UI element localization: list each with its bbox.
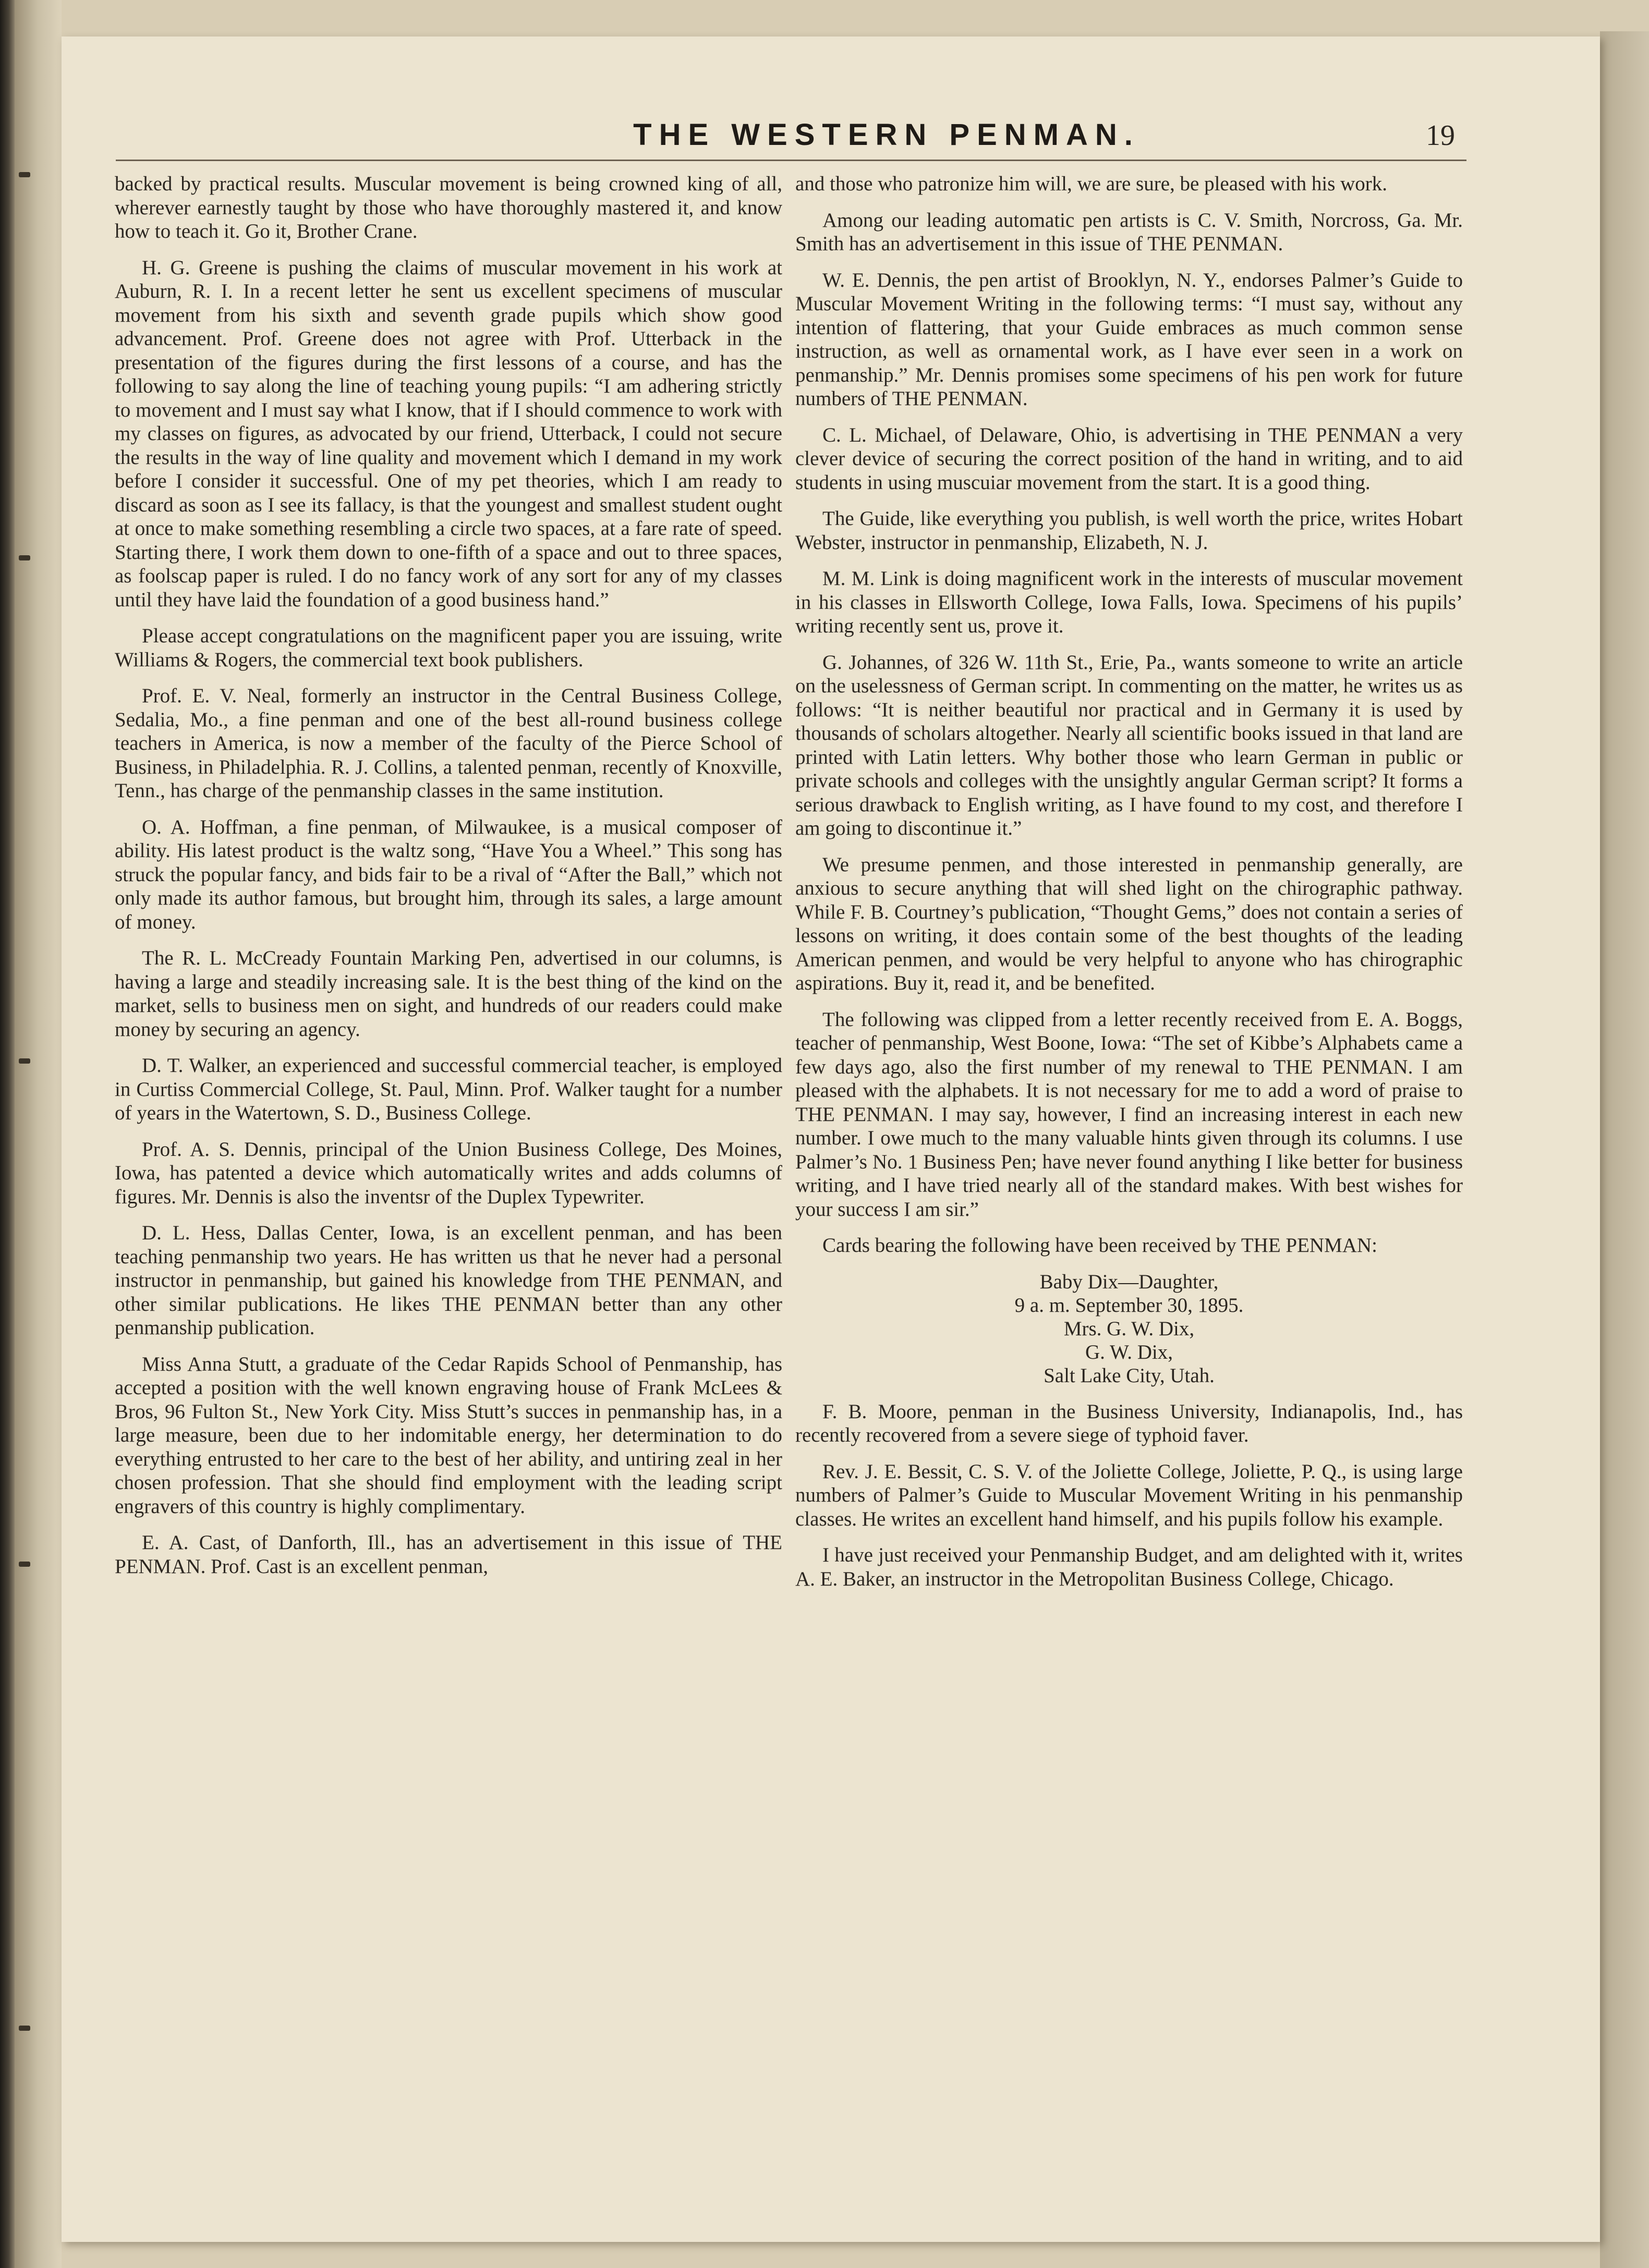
paragraph: D. L. Hess, Dallas Center, Iowa, is an excellent penman, and has been teaching penmanship two years. He has written us that he never had a personal instructor in penmanship, but gained his knowledge from THE PENMAN, and other similar publications. He likes THE PENMAN better than any other penmanship publication. (115, 1222, 782, 1339)
paragraph: Prof. A. S. Dennis, principal of the Union Business College, Des Moines, Iowa, has patented a device which automatically writes and adds columns of figures. Mr. Dennis is also the inventsr of the Duplex Typewriter. (115, 1138, 782, 1208)
paragraph: G. Johannes, of 326 W. 11th St., Erie, Pa., wants someone to write an article on the uselessness of German script. In commenting on the matter, he writes us as follows: “It is neither beautiful nor practical and in Germany it is used by thousands of scholars altogether. Nearly all scientific books issued in that land are printed with Latin letters. Why bother those who learn German in public or private schools and colleges with the unsightly angular German script? It forms a serious drawback to English writing, as I have found to my cost, and therefore I am going to discontinue it.” (795, 651, 1463, 839)
paragraph: The R. L. McCready Fountain Marking Pen, advertised in our columns, is having a large and steadily increasing sale. It is the best thing of the kind on the market, sells to business men on sight, and hundreds of our readers could make money by securing an agency. (115, 947, 782, 1041)
margin-mark (19, 172, 30, 177)
paragraph: D. T. Walker, an experienced and successful commercial teacher, is employed in Curtiss Commercial College, St. Paul, Minn. Prof. Walker taught for a number of years in the Watertown, S. D., Business College. (115, 1054, 782, 1124)
masthead-title: THE WESTERN PENMAN. (633, 118, 1140, 152)
paragraph: The Guide, like everything you publish, is well worth the price, writes Hobart Webster, instructor in penmanship, Elizabeth, N. J. (795, 507, 1463, 554)
paragraph: W. E. Dennis, the pen artist of Brooklyn, N. Y., endorses Palmer’s Guide to Muscular Movement Writing in the following terms: “I must say, without any intention of flattering, that your Guide embraces as much common sense instruction, as well as ornamental work, as I have ever seen in a work on penmanship.” Mr. Dennis promises some specimens of his pen work for future numbers of THE PENMAN. (795, 269, 1463, 410)
left-column (115, 172, 782, 1591)
card-line: 9 a. m. September 30, 1895. (1014, 1294, 1244, 1316)
card-line: Baby Dix—Daughter, (1039, 1270, 1219, 1293)
binding-gutter (15, 0, 62, 2268)
paragraph: O. A. Hoffman, a fine penman, of Milwaukee, is a musical composer of ability. His latest product is the waltz song, “Have You a Wheel.” This song has struck the popular fancy, and bids fair to be a rival of “After the Ball,” which not only made its author famous, but brought him, through its sales, a large amount of money. (115, 815, 782, 933)
paragraph: backed by practical results. Muscular movement is being crowned king of all, wherever earnestly taught by those who have thoroughly mastered it, and know how to teach it. Go it, Brother Crane. (115, 173, 782, 242)
card-line: Mrs. G. W. Dix, (1063, 1317, 1195, 1340)
paragraph: and those who patronize him will, we are sure, be pleased with his work. (795, 173, 1388, 195)
paragraph: H. G. Greene is pushing the claims of muscular movement in his work at Auburn, R. I. In a recent letter he sent us excellent specimens of muscular movement from his sixth and seventh grade pupils which show good advancement. Prof. Greene does not agree with Prof. Utterback in the presentation of the figures during the first lessons of a course, and has the following to say along the line of teaching young pupils: “I am adhering strictly to movement and I must say what I know, that if I should commence to work with my classes on figures, as advocated by our friend, Utterback, I could not secure the results in the way of line quality and movement which I demand in my work before I consider it successful. One of my pet theories, which I am ready to discard as soon as I see its fallacy, is that the youngest and smallest student ought at once to make something resembling a circle two spaces, at a fare rate of speed. Starting there, I work them down to one-fifth of a space and out to three spaces, as foolscap paper is ruled. I do no fancy work of any sort for any of my classes until they have laid the foundation of a good business hand.” (115, 256, 782, 611)
paragraph: We presume penmen, and those interested in penmanship generally, are anxious to secure anything that will shed light on the chirographic pathway. While F. B. Courtney’s publication, “Thought Gems,” does not contain a series of lessons on writing, it does contain some of the best thoughts of the leading American penmen, and would be very helpful to anyone who has chirographic aspirations. Buy it, read it, and be benefited. (795, 853, 1463, 994)
paragraph: Prof. E. V. Neal, formerly an instructor in the Central Business College, Sedalia, Mo., a fine penman and one of the best all-round business college teachers in America, is now a member of the faculty of the Pierce School of Business, in Philadelphia. R. J. Collins, a talented penman, recently of Knoxville, Tenn., has charge of the penmanship classes in the same institution. (115, 685, 782, 802)
paragraph: F. B. Moore, penman in the Business University, Indianapolis, Ind., has recently recovered from a severe siege of typhoid faver. (795, 1400, 1463, 1446)
header-rule (116, 160, 1466, 161)
birth-announcement-card (795, 1270, 1463, 1387)
paragraph: Cards bearing the following have been received by THE PENMAN: (822, 1234, 1377, 1257)
next-page-edge (1600, 31, 1649, 2268)
paragraph: I have just received your Penmanship Budget, and am delighted with it, writes A. E. Baker, an instructor in the Metropolitan Business College, Chicago. (795, 1544, 1463, 1590)
paragraph: Miss Anna Stutt, a graduate of the Cedar Rapids School of Penmanship, has accepted a position with the well known engraving house of Frank McLees & Bros, 96 Fulton St., New York City. Miss Stutt’s succes in penmanship has, in a large measure, been due to her indomitable energy, her determination to do everything entrusted to her care to the best of her ability, and untiring zeal in her chosen profession. That she should find employment with the leading script engravers of this country is highly complimentary. (115, 1352, 782, 1518)
paragraph: Rev. J. E. Bessit, C. S. V. of the Joliette College, Joliette, P. Q., is using large numbers of Palmer’s Guide to Muscular Movement Writing in his penmanship classes. He writes an excellent hand himself, and his pupils follow his example. (795, 1460, 1463, 1530)
paragraph: Please accept congratulations on the magnificent paper you are issuing, write Williams & Rogers, the commercial text book publishers. (115, 625, 782, 671)
margin-mark (19, 2026, 30, 2031)
card-line: Salt Lake City, Utah. (1044, 1364, 1215, 1387)
paragraph: C. L. Michael, of Delaware, Ohio, is advertising in THE PENMAN a very clever device of securing the correct position of the hand in writing, and to aid students in using muscuiar movement from the start. It is a good thing. (795, 423, 1463, 494)
paragraph: The following was clipped from a letter recently received from E. A. Boggs, teacher of penmanship, West Boone, Iowa: “The set of Kibbe’s Alphabets came a few days ago, also the first number of my renewal to THE PENMAN. I am pleased with the alphabets. It is not necessary for me to add a word of praise to THE PENMAN. I may say, however, I find an increasing interest in each new number. I owe much to the many valuable hints given through its columns. I use Palmer’s No. 1 Business Pen; have never found anything I like better for business writing, and I have tried nearly all of the standard makes. With best wishes for your success I am sir.” (795, 1008, 1463, 1221)
paragraph: E. A. Cast, of Danforth, Ill., has an advertisement in this issue of THE PENMAN. Prof. Cast is an excellent penman, (115, 1531, 782, 1578)
margin-mark (19, 1562, 30, 1567)
paragraph: Among our leading automatic pen artists is C. V. Smith, Norcross, Ga. Mr. Smith has an advertisement in this issue of THE PENMAN. (795, 209, 1463, 255)
book-spine (0, 0, 15, 2268)
margin-mark (19, 555, 30, 560)
margin-mark (19, 1058, 30, 1064)
paragraph: M. M. Link is doing magnificent work in the interests of muscular movement in his classes in Ellsworth College, Iowa Falls, Iowa. Specimens of his pupils’ writing recently sent us, prove it. (795, 567, 1463, 637)
card-line: G. W. Dix, (1085, 1340, 1173, 1363)
right-column (795, 172, 1463, 1603)
page-number: 19 (1426, 119, 1455, 152)
